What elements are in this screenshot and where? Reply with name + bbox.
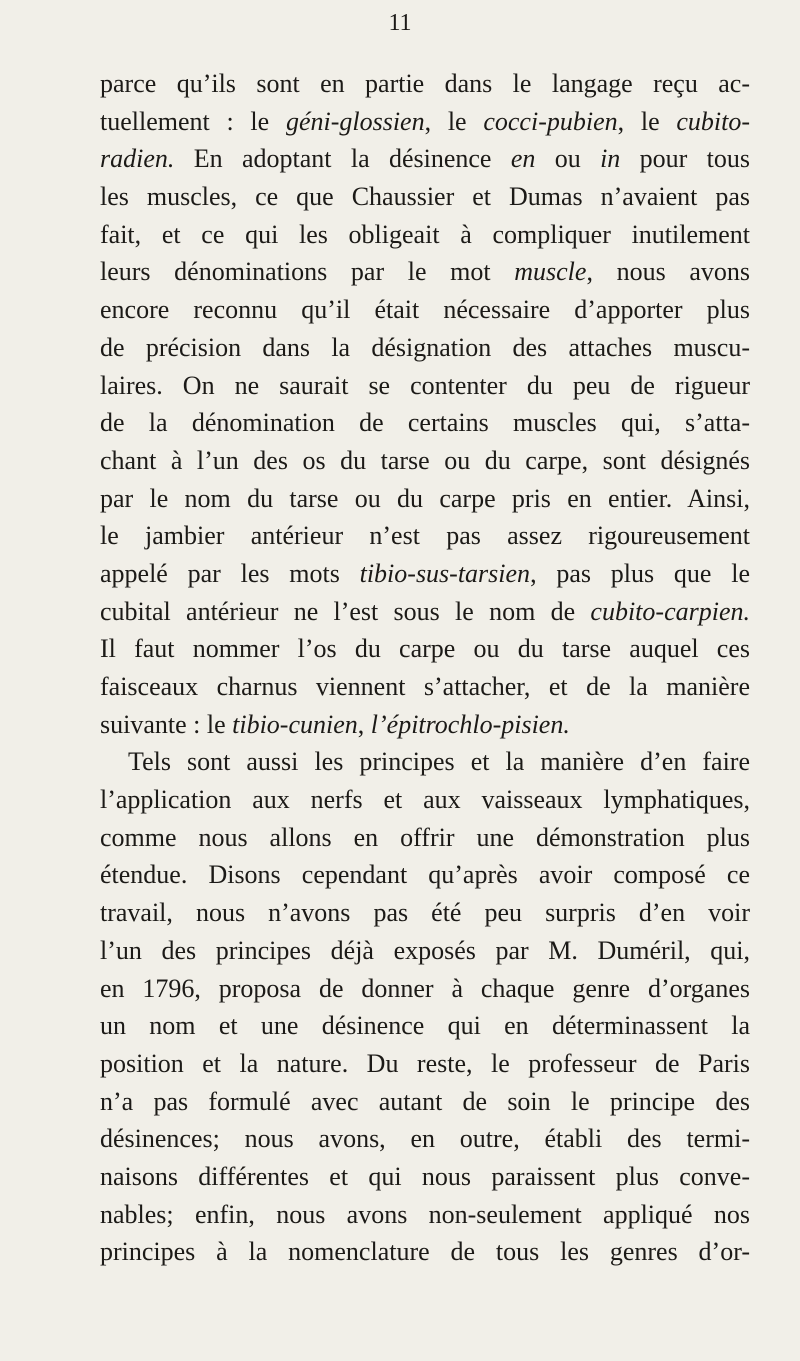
text-line <box>100 103 750 141</box>
text-line <box>100 555 750 593</box>
text-line <box>100 1233 750 1271</box>
text-run: chant à l’un des os du tarse ou du carpe, sont désignés <box>100 445 750 475</box>
text-run: le jambier antérieur n’est pas assez rigoureusement <box>100 521 750 551</box>
text-line <box>100 781 750 819</box>
italic-term: cubito-carpien. <box>590 596 750 626</box>
text-run: , nous avons <box>586 257 750 287</box>
text-run: leurs dénominations par le mot <box>100 257 515 287</box>
text-run: , le <box>617 106 677 136</box>
text-run: en 1796, proposa de donner à chaque genre d’organes <box>100 973 750 1003</box>
text-run: de précision dans la désignation des attaches muscu- <box>100 332 750 362</box>
text-line <box>100 517 750 555</box>
text-run: désinences; nous avons, en outre, établi des termi- <box>100 1124 750 1154</box>
text-line <box>100 932 750 970</box>
italic-term: tibio-sus-tarsien <box>359 558 531 588</box>
text-run: encore reconnu qu’il était nécessaire d’apporter plus <box>100 295 750 325</box>
text-run: de la dénomination de certains muscles qui, s’atta- <box>100 408 750 438</box>
text-run: ou <box>535 144 601 174</box>
text-line <box>100 178 750 216</box>
text-line <box>100 1045 750 1083</box>
text-line <box>100 367 750 405</box>
italic-term: l’épitrochlo-pisien. <box>370 709 570 739</box>
text-line <box>100 329 750 367</box>
text-run: fait, et ce qui les obligeait à compliquer inutilement <box>100 219 750 249</box>
text-run: appelé par les mots <box>100 558 360 588</box>
text-run: nables; enfin, nous avons non-seulement appliqué nos <box>100 1199 750 1229</box>
text-line <box>100 404 750 442</box>
text-line <box>100 291 750 329</box>
text-run: les muscles, ce que Chaussier et Dumas n’avaient pas <box>100 182 750 212</box>
text-run: principes à la nomenclature de tous les genres d’or- <box>100 1237 750 1267</box>
text-run: étendue. Disons cependant qu’après avoir composé ce <box>100 860 750 890</box>
text-line <box>100 706 750 744</box>
text-line <box>100 1083 750 1121</box>
text-run: par le nom du tarse ou du carpe pris en entier. Ainsi, <box>100 483 750 513</box>
text-line <box>100 668 750 706</box>
text-run: tuellement : le <box>100 106 286 136</box>
text-run: naisons différentes et qui nous paraissent plus conve- <box>100 1161 750 1191</box>
text-run: l’application aux nerfs et aux vaisseaux lymphatiques, <box>100 785 750 815</box>
italic-term: tibio-cunien <box>232 709 358 739</box>
text-run: un nom et une désinence qui en déterminassent la <box>100 1011 750 1041</box>
text-run: Il faut nommer l’os du carpe ou du tarse auquel ces <box>100 634 750 664</box>
text-run: n’a pas formulé avec autant de soin le principe des <box>100 1086 750 1116</box>
text-run: En adoptant la désinence <box>174 144 511 174</box>
text-line <box>100 216 750 254</box>
page-number: 11 <box>388 10 412 36</box>
text-run: , le <box>424 106 484 136</box>
text-run: pour tous <box>620 144 750 174</box>
italic-term: radien. <box>100 144 175 174</box>
text-line <box>100 65 750 103</box>
italic-term: muscle <box>514 257 587 287</box>
italic-term: en <box>510 144 536 174</box>
italic-term: in <box>600 144 621 174</box>
text-run: l’un des principes déjà exposés par M. Duméril, qui, <box>100 935 750 965</box>
text-line <box>100 480 750 518</box>
italic-term: géni-glossien <box>285 106 425 136</box>
text-line <box>100 1120 750 1158</box>
text-run: parce qu’ils sont en partie dans le langage reçu ac- <box>100 69 750 98</box>
text-line <box>100 970 750 1008</box>
text-run: Tels sont aussi les principes et la manière d’en faire <box>128 747 750 777</box>
text-run: faisceaux charnus viennent s’attacher, et de la manière <box>100 672 750 701</box>
text-run: laires. On ne saurait se contenter du peu de rigueur <box>100 370 750 400</box>
text-line <box>100 442 750 480</box>
italic-term: cocci-pubien <box>483 106 618 136</box>
text-run: travail, nous n’avons pas été peu surpris d’en voir <box>100 898 750 928</box>
text-line <box>100 743 750 781</box>
text-run: comme nous allons en offrir une démonstration plus <box>100 822 750 852</box>
text-run: , <box>357 709 371 739</box>
italic-term: cubito- <box>676 106 751 136</box>
text-line <box>100 856 750 894</box>
text-line <box>100 894 750 932</box>
text-line <box>100 1196 750 1234</box>
text-line <box>100 593 750 631</box>
text-line <box>100 140 750 178</box>
body-text <box>100 65 750 1271</box>
text-run: , pas plus que le <box>530 558 750 588</box>
text-line <box>100 819 750 857</box>
text-line <box>100 1158 750 1196</box>
text-line <box>100 1007 750 1045</box>
text-line <box>100 253 750 291</box>
text-run: position et la nature. Du reste, le professeur de Paris <box>100 1048 750 1078</box>
text-run: suivante : le <box>100 709 233 739</box>
text-line <box>100 630 750 668</box>
text-run: cubital antérieur ne l’est sous le nom de <box>100 596 591 626</box>
